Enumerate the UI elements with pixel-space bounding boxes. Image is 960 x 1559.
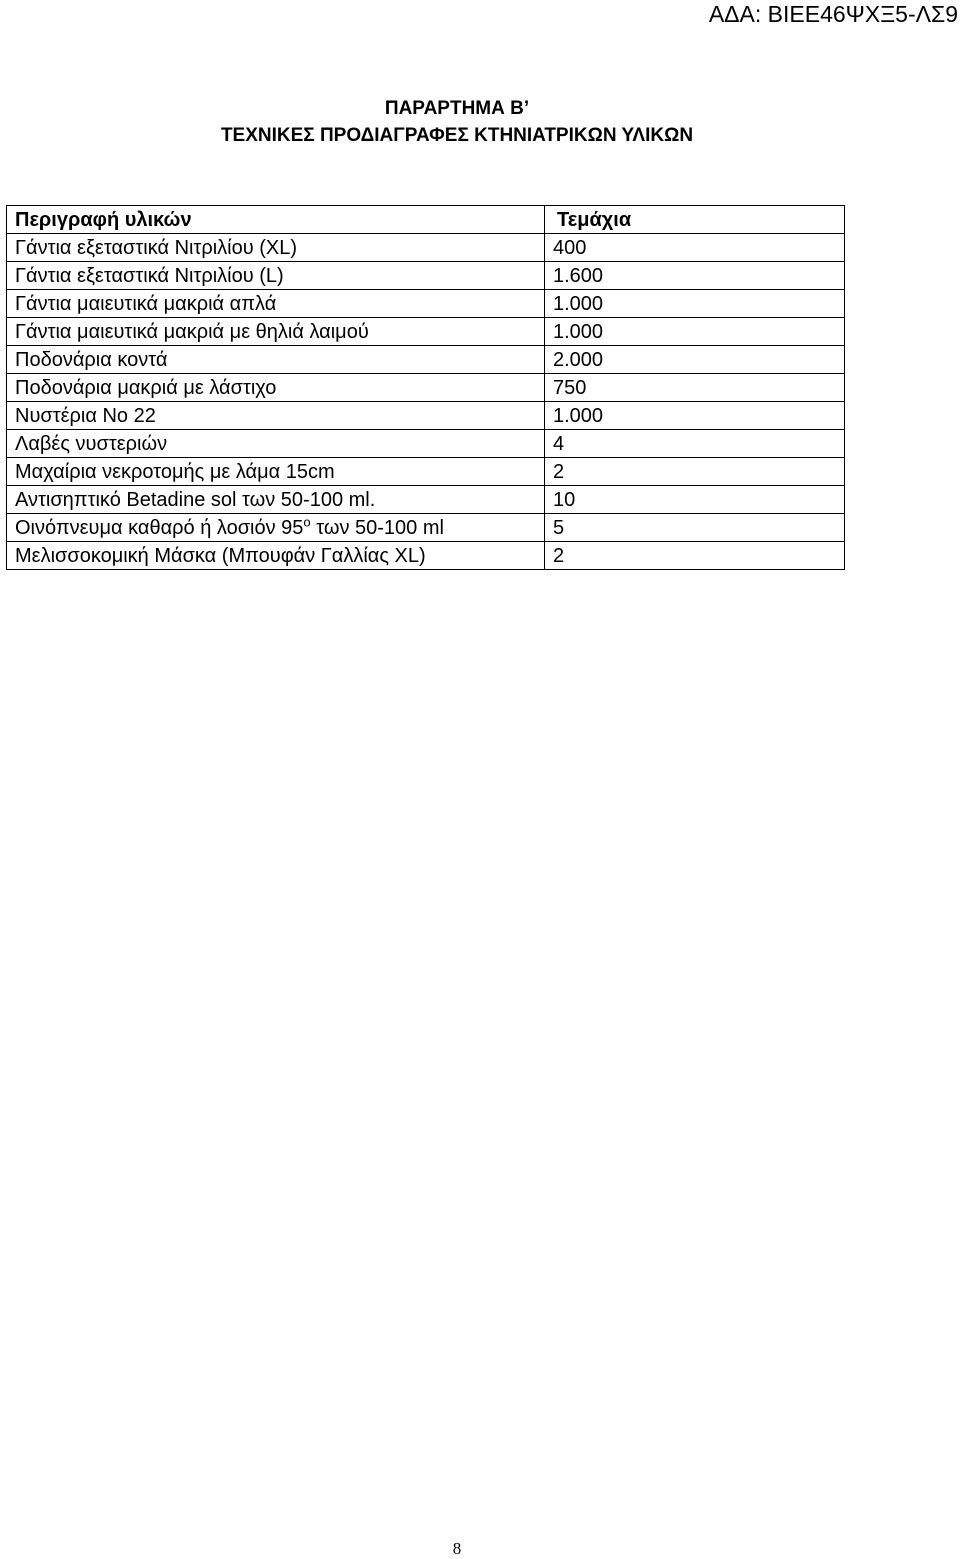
item-description: Γάντια εξεταστικά Νιτριλίου (L) — [7, 262, 545, 290]
item-description-text: Οινόπνευμα καθαρό ή λοσιόν 95 — [15, 517, 304, 539]
item-quantity: 2.000 — [545, 346, 845, 374]
document-id: ΑΔΑ: ΒΙΕΕ46ΨΧΞ5-ΛΣ9 — [708, 1, 958, 27]
table-row — [7, 514, 845, 542]
table-header-row — [7, 206, 845, 234]
annex-title: ΠΑΡΑΡΤΗΜΑ Β’ — [384, 98, 530, 119]
item-quantity: 1.000 — [545, 290, 845, 318]
item-quantity: 4 — [545, 430, 845, 458]
item-description: Γάντια εξεταστικά Νιτριλίου (XL) — [7, 234, 545, 262]
table-row — [7, 542, 845, 570]
item-quantity: 10 — [545, 486, 845, 514]
table-row — [7, 262, 845, 290]
table-row — [7, 430, 845, 458]
table-row — [7, 318, 845, 346]
description-header: Περιγραφή υλικών — [7, 206, 545, 234]
item-quantity: 2 — [545, 542, 845, 570]
item-quantity: 1.000 — [545, 402, 845, 430]
item-description-text: των 50-100 ml — [310, 517, 444, 539]
item-description: Γάντια μαιευτικά μακριά απλά — [7, 290, 545, 318]
quantity-header: Τεμάχια — [545, 206, 845, 234]
item-quantity: 1.000 — [545, 318, 845, 346]
table-row — [7, 234, 845, 262]
item-description: Αντισηπτικό Betadine sol των 50-100 ml. — [7, 486, 545, 514]
table-row — [7, 374, 845, 402]
item-description: Ποδονάρια κοντά — [7, 346, 545, 374]
table-row — [7, 402, 845, 430]
item-description: Μελισσοκομική Μάσκα (Μπουφάν Γαλλίας XL) — [7, 542, 545, 570]
item-description: Νυστέρια Νο 22 — [7, 402, 545, 430]
table-row — [7, 458, 845, 486]
materials-table — [6, 205, 845, 570]
item-quantity: 400 — [545, 234, 845, 262]
item-quantity: 2 — [545, 458, 845, 486]
item-description: Λαβές νυστεριών — [7, 430, 545, 458]
item-description — [7, 514, 545, 542]
item-quantity: 1.600 — [545, 262, 845, 290]
table-row — [7, 290, 845, 318]
item-description: Γάντια μαιευτικά μακριά με θηλιά λαιμού — [7, 318, 545, 346]
item-quantity: 5 — [545, 514, 845, 542]
item-description: Μαχαίρια νεκροτομής με λάμα 15cm — [7, 458, 545, 486]
degree-superscript: ο — [303, 514, 311, 530]
table-row — [7, 346, 845, 374]
table-row — [7, 486, 845, 514]
page-number: 8 — [452, 1539, 462, 1558]
item-quantity: 750 — [545, 374, 845, 402]
item-description: Ποδονάρια μακριά με λάστιχο — [7, 374, 545, 402]
specifications-title: ΤΕΧΝΙΚΕΣ ΠΡΟΔΙΑΓΡΑΦΕΣ ΚΤΗΝΙΑΤΡΙΚΩΝ ΥΛΙΚΩΝ — [220, 125, 694, 146]
